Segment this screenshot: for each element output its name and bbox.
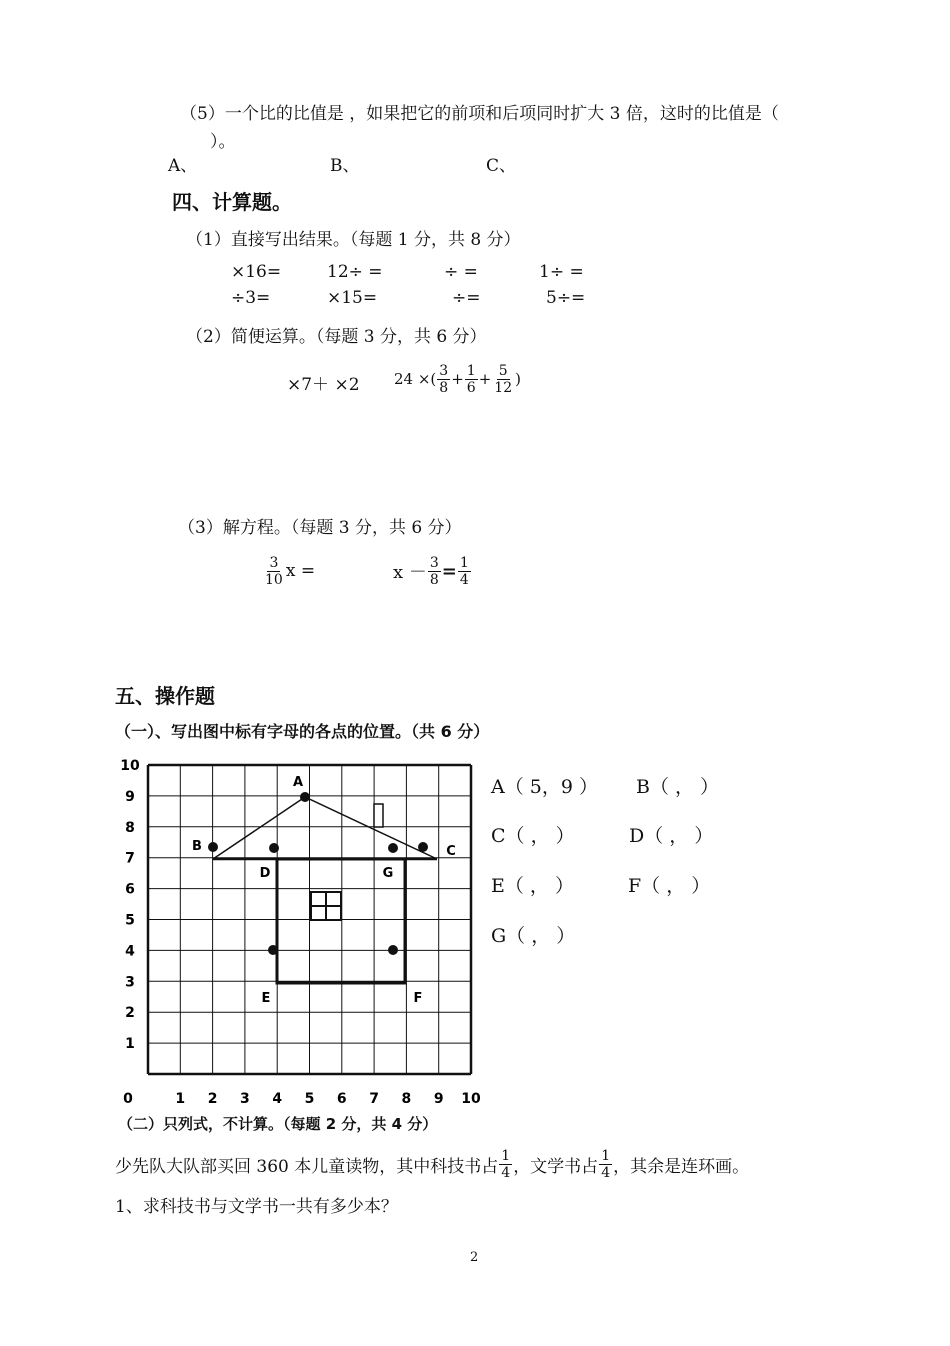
x-tick-label: 10 xyxy=(461,1091,481,1104)
roof-outline xyxy=(213,797,437,859)
points xyxy=(192,775,456,1006)
point-dot xyxy=(268,945,278,955)
equation-2-head: x － xyxy=(393,562,427,583)
answer-b: B（ ， ） xyxy=(636,776,720,798)
simplify-expr2 xyxy=(394,356,521,402)
equation-1-tail: x = xyxy=(285,561,316,581)
calc-item: ÷= xyxy=(452,288,481,308)
simplify-expr1: ×7＋ ×2 xyxy=(287,375,360,395)
equation-2 xyxy=(393,548,472,594)
coordinate-grid xyxy=(112,752,492,1104)
operation-part1-heading: （一）、写出图中标有字母的各点的位置。（共 6 分） xyxy=(115,722,490,741)
y-tick-label: 9 xyxy=(125,788,135,805)
word-problem-text: ，文学书占 xyxy=(513,1156,599,1177)
fraction: $\frac{3}{10}$ xyxy=(265,554,283,588)
point-label: F xyxy=(413,991,423,1006)
expr2-suffix: ) xyxy=(515,370,521,388)
point-dot xyxy=(208,842,218,852)
calc-part3-heading: （3）解方程。（每题 3 分，共 6 分） xyxy=(178,518,462,538)
y-tick-label: 8 xyxy=(125,819,135,836)
q5-option-c: C、 xyxy=(486,156,517,176)
answer-a: A（ 5，9 ） xyxy=(491,776,598,798)
section4-title: 四、计算题。 xyxy=(172,190,292,214)
answer-e: E（ ， ） xyxy=(491,875,574,897)
y-tick-label: 6 xyxy=(125,881,135,898)
x-tick-label: 2 xyxy=(207,1091,218,1104)
y-tick-label: 10 xyxy=(120,758,140,774)
calc-item: ×16= xyxy=(231,262,282,282)
section5-title: 五、操作题 xyxy=(115,684,215,708)
x-tick-label: 6 xyxy=(336,1091,347,1104)
point-label: D xyxy=(259,866,271,881)
point-dot xyxy=(269,843,279,853)
q5-option-a: A、 xyxy=(168,156,198,176)
chimney xyxy=(374,804,383,827)
x-tick-label: 3 xyxy=(240,1091,250,1104)
plus-sign: + xyxy=(478,370,492,388)
calc-item: 1÷ = xyxy=(539,262,584,282)
fraction: $\frac{1}{4}$ xyxy=(501,1147,511,1181)
grid-lines xyxy=(148,765,471,1074)
calc-part1-heading: （1）直接写出结果。（每题 1 分，共 8 分） xyxy=(186,230,521,250)
x-tick-label: 7 xyxy=(369,1091,379,1104)
word-problem xyxy=(115,1141,749,1187)
point-label: E xyxy=(261,991,271,1006)
q5-line2: ）。 xyxy=(210,132,236,152)
word-problem-text: ，其余是连环画。 xyxy=(613,1156,750,1177)
point-dot xyxy=(300,792,310,802)
fraction: $\frac{5}{12}$ xyxy=(494,362,513,396)
point-label: A xyxy=(292,775,304,790)
x-tick-label: 4 xyxy=(272,1091,283,1104)
expr2-prefix: 24 ×( xyxy=(394,370,437,388)
x-tick-label: 8 xyxy=(401,1091,412,1104)
point-label: B xyxy=(192,839,202,854)
y-tick-label: 7 xyxy=(125,850,135,867)
y-tick-label: 4 xyxy=(125,943,135,960)
calc-part2-heading: （2）简便运算。（每题 3 分，共 6 分） xyxy=(186,327,487,347)
y-tick-label: 1 xyxy=(125,1036,135,1053)
word-problem-question-1: 1、求科技书与文学书一共有多少本？ xyxy=(115,1197,398,1217)
fraction: $\frac{1}{4}$ xyxy=(459,554,469,588)
fraction: $\frac{1}{4}$ xyxy=(601,1147,611,1181)
x-tick-label: 1 xyxy=(175,1091,186,1104)
point-dot xyxy=(388,843,398,853)
calc-item: ÷3= xyxy=(231,288,271,308)
answer-c: C（ ， ） xyxy=(491,825,575,847)
fraction: $\frac{1}{6}$ xyxy=(466,362,476,396)
equation-1 xyxy=(262,548,315,594)
operation-part2-heading: （二）只列式，不计算。（每题 2 分，共 4 分） xyxy=(118,1115,438,1133)
y-tick-label: 2 xyxy=(125,1005,135,1022)
x-tick-label: 5 xyxy=(304,1091,315,1104)
page-number: 2 xyxy=(470,1250,479,1265)
axis-labels xyxy=(120,758,481,1104)
calc-item: ÷ = xyxy=(444,262,478,282)
house-figure xyxy=(213,797,437,983)
plus-sign: + xyxy=(451,370,464,388)
q5-option-b: B、 xyxy=(330,156,360,176)
y-tick-label: 5 xyxy=(125,912,135,929)
calc-item: 5÷= xyxy=(546,288,586,308)
point-dot xyxy=(388,945,398,955)
fraction: $\frac{3}{8}$ xyxy=(439,362,449,396)
answer-f: F（ ， ） xyxy=(628,875,711,897)
calc-item: 12÷ = xyxy=(327,262,383,282)
q5-line1: （5）一个比的比值是 ，如果把它的前项和后项同时扩大 3 倍，这时的比值是（ xyxy=(180,104,779,124)
origin-label: 0 xyxy=(123,1091,133,1104)
answer-d: D（ ， ） xyxy=(629,825,714,847)
equals-sign: = xyxy=(441,560,457,582)
calc-item: ×15= xyxy=(327,288,378,308)
point-label: C xyxy=(446,844,456,859)
point-dot xyxy=(418,842,428,852)
answer-g: G（ ， ） xyxy=(491,925,576,947)
word-problem-text: 少先队大队部买回 360 本儿童读物，其中科技书占 xyxy=(115,1156,499,1177)
x-tick-label: 9 xyxy=(433,1091,444,1104)
y-tick-label: 3 xyxy=(125,974,135,991)
point-label: G xyxy=(382,866,394,881)
fraction: $\frac{3}{8}$ xyxy=(429,554,439,588)
